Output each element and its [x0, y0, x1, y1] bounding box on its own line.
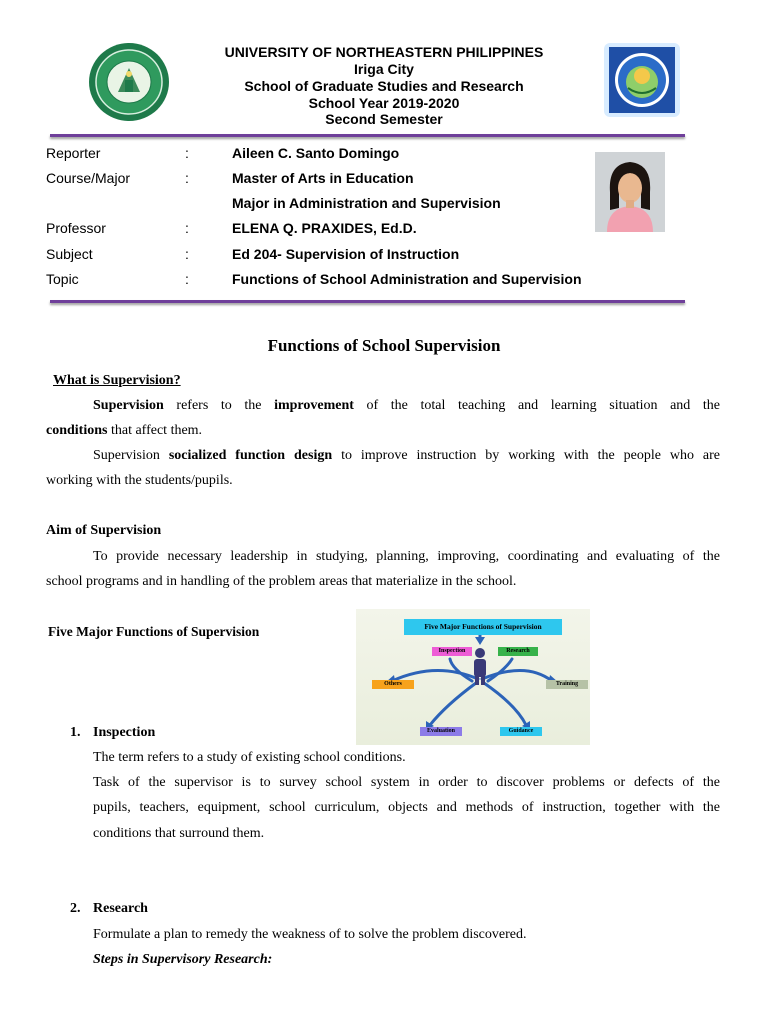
item-1-line-3: pupils, teachers, equipment, school curriculum, objects and methods of instruction, together with the	[93, 800, 720, 815]
paragraph-1-line-2	[46, 423, 202, 439]
text: of the total teaching and learning situation and the	[353, 398, 720, 413]
guidance-box: Guidance	[500, 727, 542, 736]
header-divider	[50, 134, 685, 137]
item-1-number: 1.	[70, 725, 81, 740]
item-1-line-4: conditions that surround them.	[93, 826, 265, 841]
graduate-studies-logo	[603, 42, 681, 118]
subject-value: Ed 204- Supervision of Instruction	[232, 246, 460, 262]
aim-heading: Aim of Supervision	[46, 523, 162, 538]
document-title: Functions of School Supervision	[267, 336, 501, 355]
university-name: UNIVERSITY OF NORTHEASTERN PHILIPPINES	[224, 44, 544, 60]
reporter-value: Aileen C. Santo Domingo	[232, 145, 400, 161]
colon: :	[185, 271, 189, 287]
person-icon	[474, 648, 486, 685]
reporter-photo	[595, 152, 665, 232]
evaluation-box: Evaluation	[420, 727, 462, 736]
item-2-line-1: Formulate a plan to remedy the weakness of to solve the problem discovered.	[93, 927, 527, 942]
item-1-line-2: Task of the supervisor is to survey school system in order to discover problems or defects of the	[93, 775, 720, 790]
training-box: Training	[546, 680, 588, 689]
paragraph-1-line-1	[93, 398, 720, 414]
what-is-supervision-heading: What is Supervision?	[53, 373, 181, 388]
term-improvement: improvement	[274, 398, 354, 413]
item-2-line-2: Steps in Supervisory Research:	[93, 952, 273, 967]
text: that affect them.	[107, 423, 203, 438]
colon: :	[185, 220, 189, 236]
paragraph-2-line-2: working with the students/pupils.	[46, 473, 233, 488]
colon: :	[185, 246, 189, 262]
aim-line-2: school programs and in handling of the problem areas that materialize in the school.	[46, 574, 517, 589]
colon: :	[185, 145, 189, 161]
five-functions-diagram	[356, 609, 590, 745]
term-supervision: Supervision	[93, 398, 164, 413]
inspection-box: Inspection	[432, 647, 472, 656]
city-name: Iriga City	[354, 61, 414, 77]
diagram-title: Five Major Functions of Supervision	[404, 619, 562, 635]
text: to improve instruction by working with the people who are	[332, 448, 720, 463]
term-socialized-function-design: socialized function design	[168, 448, 333, 463]
course-label: Course/Major	[46, 170, 131, 186]
school-name: School of Graduate Studies and Research	[244, 78, 524, 94]
info-divider	[50, 300, 685, 303]
text: refers to the	[163, 398, 275, 413]
item-2-title: Research	[93, 901, 148, 916]
subject-label: Subject	[46, 246, 93, 262]
major-value: Major in Administration and Supervision	[232, 195, 501, 211]
research-box: Research	[498, 647, 538, 656]
item-1-title: Inspection	[93, 725, 156, 740]
semester: Second Semester	[325, 111, 443, 127]
school-year: School Year 2019-2020	[308, 95, 460, 111]
professor-value: ELENA Q. PRAXIDES, Ed.D.	[232, 220, 417, 236]
professor-label: Professor	[46, 220, 106, 236]
colon: :	[185, 170, 189, 186]
item-2-number: 2.	[70, 901, 81, 916]
reporter-label: Reporter	[46, 145, 101, 161]
text: Supervision	[93, 448, 169, 463]
item-1-line-1: The term refers to a study of existing school conditions.	[93, 750, 406, 765]
term-conditions: conditions	[46, 423, 108, 438]
topic-value: Functions of School Administration and Supervision	[232, 271, 582, 287]
paragraph-2-line-1	[93, 448, 720, 464]
course-value: Master of Arts in Education	[232, 170, 414, 186]
aim-line-1: To provide necessary leadership in studying, planning, improving, coordinating and evaluating of the	[93, 549, 720, 564]
five-functions-heading: Five Major Functions of Supervision	[48, 624, 260, 639]
others-box: Others	[372, 680, 414, 689]
topic-label: Topic	[46, 271, 79, 287]
